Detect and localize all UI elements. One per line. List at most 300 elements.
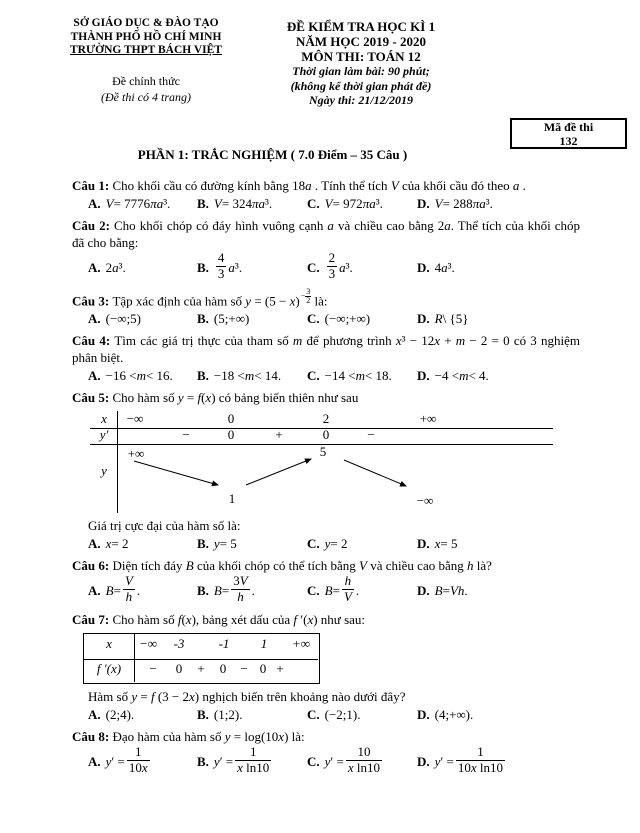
math-variable: a <box>444 218 451 233</box>
exam-date: Ngày thi: 21/12/2019 <box>309 93 413 107</box>
math-variable: m <box>292 333 303 349</box>
numerator <box>216 251 227 267</box>
option-letter: C. <box>307 583 320 599</box>
y-prime-sign: + <box>275 427 283 443</box>
text-run: = 2 <box>111 536 129 552</box>
numerator <box>231 574 249 590</box>
math-variable: y <box>213 754 220 770</box>
trend-arrows-icon <box>90 411 553 513</box>
city-line: THÀNH PHỐ HỒ CHÍ MINH <box>70 30 222 43</box>
school-year: NĂM HỌC 2019 - 2020 <box>296 34 426 49</box>
answer-option <box>417 706 580 723</box>
answer-option <box>197 535 307 552</box>
text-run: = <box>332 583 340 599</box>
exponent-denominator: 2 <box>306 295 311 305</box>
math-variable: x <box>289 293 296 309</box>
text-run: ln10 <box>242 760 270 776</box>
math-variable: B <box>213 583 222 599</box>
answer-option <box>88 746 197 777</box>
text-run: Cho khối chóp có đáy hình vuông cạnh <box>114 218 328 233</box>
text-run: Cho khối cầu có đường kính bằng 18 <box>112 178 306 193</box>
math-variable: a <box>441 259 448 275</box>
math-variable: h <box>466 558 474 574</box>
answer-option <box>197 706 307 723</box>
answer-option <box>307 310 417 327</box>
text-run: 1 <box>135 744 142 760</box>
text-run: ( <box>201 390 206 406</box>
table-rule-line <box>134 634 135 682</box>
option-letter: B. <box>197 536 209 552</box>
fraction <box>127 745 150 776</box>
text-run: ³. <box>163 196 171 211</box>
exam-title: ĐỀ KIỂM TRA HỌC KÌ 1 <box>286 19 436 34</box>
text-run: −16 < <box>105 368 137 384</box>
option-letter: A. <box>88 754 101 770</box>
text-run: 1 <box>249 744 257 760</box>
y-row-label: y <box>101 463 107 479</box>
text-run: − 2 = 0 có 3 nghiệm phân biệt. <box>72 333 580 366</box>
section-title: PHẦN 1: TRẮC NGHIỆM ( 7.0 Điểm – 35 Câu ) <box>137 147 408 162</box>
text-run: < 18. <box>364 368 392 384</box>
answer-option <box>88 252 197 283</box>
y-prime-sign: − <box>367 427 375 443</box>
options-row <box>88 746 580 777</box>
math-variable: πa <box>150 196 164 211</box>
y-prime-sign: − <box>182 427 190 443</box>
answer-option <box>88 195 197 212</box>
numerator <box>327 251 338 267</box>
option-letter: C. <box>307 196 320 211</box>
duration-note: (không kể thời gian phát đề) <box>290 78 432 93</box>
math-variable: x <box>105 536 112 552</box>
answer-option <box>307 575 417 606</box>
math-variable: h <box>344 573 352 589</box>
option-letter: A. <box>88 196 101 211</box>
question-label: Câu 6: <box>72 558 113 574</box>
text-run: và chiều cao bằng 2 <box>333 218 445 233</box>
options-row <box>88 575 580 606</box>
text-run: (2;4). <box>105 707 135 723</box>
math-variable: y <box>177 390 184 406</box>
math-variable: πa <box>251 196 265 211</box>
fraction <box>346 745 382 776</box>
question-stem <box>72 557 580 574</box>
math-variable: f <box>197 390 202 406</box>
math-variable: y <box>213 536 220 552</box>
option-letter: D. <box>417 754 430 770</box>
text-run: ′ = <box>219 754 234 770</box>
answer-option <box>88 310 197 327</box>
answer-option <box>197 367 307 384</box>
question-stem <box>72 288 580 310</box>
math-variable: m <box>355 368 365 384</box>
fraction <box>456 745 505 776</box>
option-letter: B. <box>197 196 209 211</box>
text-run: của khối cầu đó theo <box>398 178 513 193</box>
text-run: của khối chóp có thể tích bằng <box>193 558 360 574</box>
minus-sign: − <box>300 291 306 301</box>
variation-table <box>90 411 553 513</box>
text-run: ³. <box>345 259 353 275</box>
question-label: Câu 1: <box>72 178 113 193</box>
text-run: . <box>355 583 360 599</box>
exam-code-box <box>510 118 627 149</box>
answer-option <box>88 367 197 384</box>
math-variable: V <box>124 573 133 589</box>
f-prime-sign: − <box>149 661 157 677</box>
option-letter: B. <box>197 368 209 384</box>
math-variable: f <box>177 612 182 628</box>
math-variable: f <box>150 689 155 705</box>
exponent-numerator: 3 <box>306 286 311 296</box>
option-letter: A. <box>88 368 101 384</box>
math-variable: V <box>105 196 114 211</box>
text-run: = 7776 <box>113 196 151 211</box>
y-prime-sign: 0 <box>322 427 330 443</box>
y-local-min: 1 <box>228 491 236 507</box>
math-variable: m <box>244 368 255 384</box>
text-run: . <box>464 583 468 599</box>
option-letter: C. <box>307 536 320 552</box>
question-stem <box>72 389 580 406</box>
math-variable: πa <box>472 196 486 211</box>
options-row <box>88 706 580 723</box>
question <box>72 217 580 283</box>
text-run: ³. <box>375 196 383 211</box>
text-run: 10 <box>128 760 142 776</box>
text-run: Diện tích đáy <box>112 558 186 574</box>
y-limit-left: +∞ <box>127 446 145 462</box>
text-run: \ {5} <box>442 311 469 327</box>
text-run: (1;2). <box>213 707 243 723</box>
text-run: để phương trình <box>302 333 396 349</box>
options-row <box>88 310 580 327</box>
math-variable: x <box>278 729 285 745</box>
option-letter: D. <box>417 311 430 327</box>
f-prime-sign: 0 <box>175 661 183 677</box>
text-run: . Thể tích của khối chóp đã cho bằng: <box>72 218 581 250</box>
question-label: Câu 8: <box>72 729 113 745</box>
question-subtext <box>88 517 580 534</box>
x-row-label: x <box>101 411 107 427</box>
text-run: Đạo hàm của hàm số <box>112 729 225 745</box>
math-variable: B <box>434 583 443 599</box>
option-letter: A. <box>88 536 101 552</box>
option-letter: D. <box>417 259 430 275</box>
denominator <box>235 761 271 776</box>
math-variable: B <box>185 558 194 574</box>
text-run: ) là: <box>284 729 305 745</box>
f-prime-sign: − <box>240 661 248 677</box>
option-letter: C. <box>307 311 320 327</box>
denominator <box>327 267 338 282</box>
math-variable: V <box>343 589 352 605</box>
option-letter: D. <box>417 196 430 211</box>
option-letter: A. <box>88 583 101 599</box>
official-exam-note: Đề chính thức <box>112 73 180 88</box>
text-run: = (5 − <box>251 293 290 309</box>
option-letter: A. <box>88 707 101 723</box>
option-letter: B. <box>197 583 209 599</box>
math-variable: x <box>189 689 195 705</box>
text-run: −4 < <box>434 368 460 384</box>
numerator <box>123 574 135 590</box>
math-variable: x <box>141 760 148 776</box>
option-letter: C. <box>307 259 320 275</box>
answer-option <box>417 252 580 283</box>
text-run: = 972 <box>332 196 363 211</box>
f-prime-sign: + <box>197 661 205 677</box>
denominator <box>456 761 505 776</box>
math-variable: y <box>224 729 231 745</box>
answer-option <box>88 706 197 723</box>
text-run: ) có bảng biến thiên như sau <box>211 390 359 406</box>
text-run: ³. <box>118 259 126 275</box>
fraction <box>231 574 249 605</box>
text-run: + <box>440 333 456 349</box>
x-value: 2 <box>322 411 330 427</box>
text-run: ) như sau: <box>313 612 366 628</box>
question <box>72 557 580 606</box>
options-row <box>88 195 580 212</box>
text-run: . Tính thể tích <box>311 178 391 193</box>
text-run: ³. <box>485 196 493 211</box>
text-run: là? <box>473 558 492 574</box>
f-prime-row-label: f ′(x) <box>96 661 122 677</box>
y-limit-right: −∞ <box>416 493 434 509</box>
question-stem <box>72 217 580 251</box>
text-run: (4;+∞). <box>434 707 474 723</box>
department-line: SỞ GIÁO DỤC & ĐÀO TẠO <box>73 17 219 29</box>
text-run: . <box>519 178 526 193</box>
text-run: = <box>137 689 151 705</box>
exam-code-value: 132 <box>559 133 578 148</box>
math-variable: a <box>305 178 312 193</box>
text-run: ³. <box>447 259 455 275</box>
math-variable: B <box>105 583 114 599</box>
answer-option <box>417 195 580 212</box>
table-rule-line <box>84 659 318 660</box>
answer-option <box>417 746 580 777</box>
answer-option <box>417 535 580 552</box>
answer-option <box>88 535 197 552</box>
answer-option <box>417 367 580 384</box>
x-value: +∞ <box>291 636 311 652</box>
denominator <box>342 590 354 605</box>
text-run: < 14. <box>254 368 282 384</box>
exam-code-label: Mã đề thi <box>543 120 594 134</box>
math-variable: a <box>512 178 520 193</box>
exponent-fraction <box>301 288 312 305</box>
option-letter: B. <box>197 754 209 770</box>
math-variable: y <box>131 689 138 705</box>
text-run: −14 < <box>324 368 356 384</box>
answer-option <box>307 367 417 384</box>
fraction <box>327 251 338 282</box>
questions-list <box>72 177 580 782</box>
text-run: (5;+∞) <box>213 311 250 327</box>
option-letter: D. <box>417 707 430 723</box>
math-variable: y <box>434 754 441 770</box>
text-run: ′( <box>297 612 308 628</box>
text-run: = 288 <box>442 196 473 211</box>
option-letter: B. <box>197 259 209 275</box>
question-stem <box>72 177 580 194</box>
answer-option <box>307 535 417 552</box>
text-run: . <box>251 583 255 599</box>
text-run: ³. <box>264 196 273 211</box>
option-letter: C. <box>307 754 320 770</box>
answer-option <box>307 252 417 283</box>
text-run: 2 <box>328 250 336 265</box>
math-variable: πa <box>362 196 376 211</box>
question-stem <box>72 332 580 366</box>
math-variable: x <box>237 760 243 776</box>
y-local-max: 5 <box>319 444 327 460</box>
text-run: 4 <box>217 250 225 265</box>
answer-option <box>88 575 197 606</box>
x-value: +∞ <box>419 411 437 427</box>
math-variable: Vh <box>449 583 465 599</box>
answer-option <box>307 746 417 777</box>
text-run: ( <box>181 612 186 628</box>
text-run: Hàm số <box>88 689 132 705</box>
text-run: 10 <box>457 760 471 776</box>
text-run: = 324 <box>221 196 252 211</box>
text-run: ³. <box>234 259 243 275</box>
math-variable: m <box>136 368 146 384</box>
math-variable: y <box>105 754 112 770</box>
question-label: Câu 5: <box>72 390 113 406</box>
question <box>72 177 580 212</box>
text-run: = log(10 <box>230 729 279 745</box>
fraction <box>216 251 227 282</box>
denominator <box>231 590 249 605</box>
question-stem <box>72 611 580 628</box>
question-label: Câu 2: <box>72 218 114 233</box>
math-variable: a <box>112 259 119 275</box>
math-variable: x <box>470 760 477 776</box>
math-variable: a <box>228 259 235 275</box>
math-variable: x <box>434 536 441 552</box>
text-run: = <box>113 583 121 599</box>
math-variable: V <box>359 558 367 574</box>
text-run: và chiều cao bằng <box>367 558 467 574</box>
numerator <box>235 745 271 761</box>
math-variable: h <box>237 589 244 605</box>
question <box>72 288 580 328</box>
text-run: = <box>221 583 230 599</box>
option-letter: D. <box>417 583 430 599</box>
x-value: -1 <box>218 636 230 652</box>
f-prime-sign: 0 <box>259 661 267 677</box>
question-label: Câu 3: <box>72 293 113 309</box>
text-run: 3 <box>328 265 336 281</box>
sign-table <box>83 633 320 684</box>
answer-option <box>197 310 307 327</box>
math-variable: x <box>434 333 441 349</box>
x-value: -3 <box>173 636 185 652</box>
math-variable: x <box>307 612 314 628</box>
math-variable: x <box>395 333 402 349</box>
math-variable: a <box>339 259 346 275</box>
answer-option <box>197 252 307 283</box>
text-run: 4 <box>434 259 442 275</box>
math-variable: R <box>434 311 443 327</box>
denominator <box>216 267 227 282</box>
text-run: ) <box>295 293 300 309</box>
question <box>72 611 580 723</box>
answer-option <box>197 746 307 777</box>
text-run: = <box>442 583 450 599</box>
duration-line: Thời gian làm bài: 90 phút; <box>292 64 430 78</box>
math-variable: m <box>459 368 469 384</box>
answer-option <box>197 575 307 606</box>
f-prime-sign: + <box>276 661 284 677</box>
math-variable: m <box>455 333 466 349</box>
options-row <box>88 252 580 283</box>
options-row <box>88 367 580 384</box>
text-run: ′ = <box>440 754 454 770</box>
text-run: ln10 <box>353 760 381 776</box>
text-run: (−∞;5) <box>105 311 142 327</box>
math-variable: y <box>324 536 331 552</box>
math-variable: V <box>434 196 443 211</box>
y-prime-row-label: y′ <box>99 427 109 443</box>
text-run: 3 <box>217 265 225 281</box>
option-letter: D. <box>417 368 430 384</box>
text-run: (−∞;+∞) <box>324 311 371 327</box>
numerator <box>127 745 150 761</box>
text-run: ³ − 12 <box>401 333 435 349</box>
text-run: Tập xác định của hàm số <box>112 293 246 309</box>
text-run: Tìm các giá trị thực của tham số <box>114 333 293 349</box>
y-prime-sign: 0 <box>227 427 235 443</box>
f-prime-sign: 0 <box>219 661 227 677</box>
option-letter: D. <box>417 536 430 552</box>
option-letter: C. <box>307 368 320 384</box>
text-run: (−2;1). <box>324 707 361 723</box>
question <box>72 332 580 384</box>
numerator <box>346 745 382 761</box>
math-variable: y <box>245 293 252 309</box>
text-run: ln10 <box>476 760 504 776</box>
exam-title-block <box>268 19 454 108</box>
text-run: Giá trị cực đại của hàm số là: <box>88 518 241 534</box>
fraction <box>235 745 271 776</box>
page-count-note: (Đề thi có 4 trang) <box>101 89 191 104</box>
x-value: −∞ <box>126 411 144 427</box>
text-run: 1 <box>477 744 484 760</box>
answer-option <box>417 310 580 327</box>
text-run: = 5 <box>440 536 458 552</box>
answer-option <box>307 706 417 723</box>
math-variable: B <box>324 583 333 599</box>
text-run: ′ = <box>330 754 344 770</box>
question-stem <box>72 728 580 745</box>
math-variable: f <box>293 612 297 628</box>
text-run: Cho hàm số <box>112 612 178 628</box>
question <box>72 389 580 552</box>
math-variable: x <box>205 390 212 406</box>
text-run: 10 <box>357 744 371 760</box>
option-letter: A. <box>88 259 101 275</box>
question-label: Câu 4: <box>72 333 115 349</box>
x-value: 0 <box>227 411 235 427</box>
text-run: = <box>183 390 198 406</box>
math-variable: a <box>327 218 334 233</box>
text-run: Cho hàm số <box>112 390 178 406</box>
